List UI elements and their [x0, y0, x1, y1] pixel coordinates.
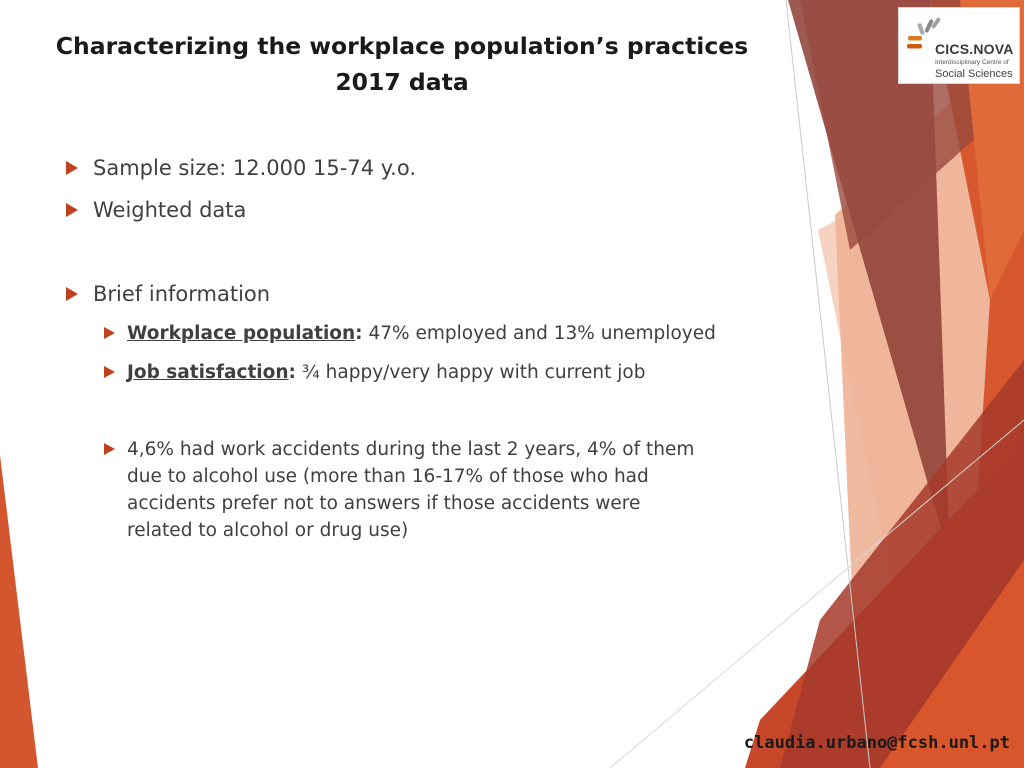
sub-bullet-label: Job satisfaction: [127, 362, 289, 383]
cics-nova-logo: [898, 7, 1020, 84]
bullet-brief-information: [66, 279, 270, 309]
sub-bullet-text: ¾ happy/very happy with current job: [295, 362, 646, 383]
sub-bullet-workplace-population: [104, 320, 716, 347]
accidents-paragraph: [127, 436, 737, 544]
accidents-line: accidents prefer not to answers if those accidents were: [127, 493, 641, 514]
title-line-1: Characterizing the workplace population’s practices: [55, 32, 749, 60]
sub-bullet-text: 47% employed and 13% unemployed: [362, 323, 716, 344]
sub-bullet-job-satisfaction: [104, 359, 645, 386]
sub-bullet-separator: :: [288, 362, 296, 383]
bullet-arrow-icon: [66, 287, 78, 301]
bullet-weighted-data: [66, 195, 246, 225]
logo-subtitle: Interdisciplinary Centre of: [935, 59, 1009, 66]
bullet-arrow-icon: [104, 366, 115, 378]
bullet-text: Weighted data: [93, 198, 247, 222]
page-title: [24, 28, 780, 100]
bullet-arrow-icon: [104, 327, 115, 339]
left-strip: [0, 455, 38, 768]
title-line-2: 2017 data: [335, 68, 469, 96]
bullet-arrow-icon: [66, 203, 78, 217]
accidents-line: due to alcohol use (more than 16-17% of those who had: [127, 466, 649, 487]
bullet-sample-size: [66, 153, 416, 183]
sub-bullet-label: Workplace population: [127, 323, 356, 344]
sub-bullet-separator: :: [355, 323, 363, 344]
accidents-line: 4,6% had work accidents during the last 2 years, 4% of them: [127, 439, 695, 460]
bullet-text: Brief information: [93, 282, 271, 306]
bullet-text: Sample size: 12.000 15-74 y.o.: [93, 156, 416, 180]
sub-bullet-content: [127, 359, 645, 386]
bullet-arrow-icon: [66, 161, 78, 175]
logo-name: CICS.NOVA: [935, 41, 1014, 57]
contact-email: claudia.urbano@fcsh.unl.pt: [743, 733, 1010, 753]
sub-bullet-work-accidents: [104, 436, 737, 544]
bullet-arrow-icon: [104, 443, 115, 455]
accidents-line: related to alcohol or drug use): [127, 520, 409, 541]
logo-subtitle-2: Social Sciences: [935, 68, 1013, 80]
sub-bullet-content: [127, 320, 716, 347]
